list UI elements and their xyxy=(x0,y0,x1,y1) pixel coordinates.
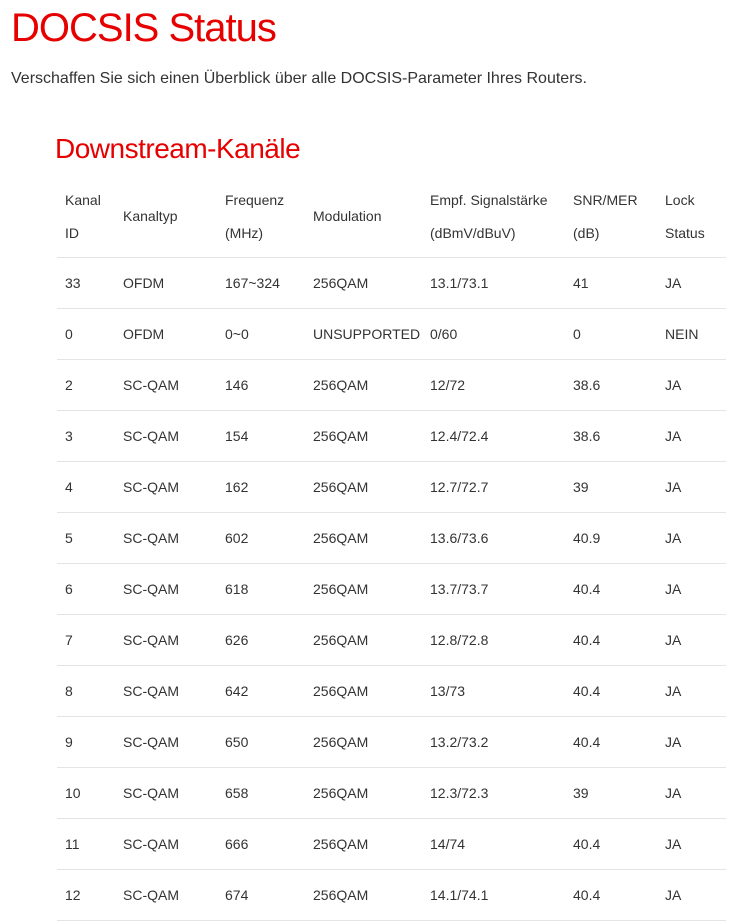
cell-kanaltyp: SC-QAM xyxy=(115,563,217,614)
column-header-line2: Status xyxy=(665,224,705,241)
cell-snr-mer: 40.4 xyxy=(565,665,657,716)
cell-frequenz: 0~0 xyxy=(217,308,305,359)
cell-signalstaerke: 14.1/74.1 xyxy=(422,869,565,920)
table-row xyxy=(57,512,726,563)
column-header-line1: Kanal xyxy=(65,191,101,208)
cell-kanal-id: 11 xyxy=(57,818,115,869)
cell-signalstaerke: 13.6/73.6 xyxy=(422,512,565,563)
cell-modulation: 256QAM xyxy=(305,614,422,665)
column-header-line1: Lock xyxy=(665,191,695,208)
column-header-line1: Frequenz xyxy=(225,191,285,208)
cell-kanal-id: 12 xyxy=(57,869,115,920)
cell-signalstaerke: 13.1/73.1 xyxy=(422,257,565,308)
cell-kanal-id: 3 xyxy=(57,410,115,461)
cell-signalstaerke: 12.3/72.3 xyxy=(422,767,565,818)
cell-kanaltyp: SC-QAM xyxy=(115,665,217,716)
cell-signalstaerke: 13.2/73.2 xyxy=(422,716,565,767)
cell-kanal-id: 10 xyxy=(57,767,115,818)
cell-signalstaerke: 12.7/72.7 xyxy=(422,461,565,512)
table-row xyxy=(57,410,726,461)
downstream-channels-table xyxy=(57,177,726,921)
column-header-modulation xyxy=(305,177,422,258)
cell-kanal-id: 6 xyxy=(57,563,115,614)
cell-kanal-id: 0 xyxy=(57,308,115,359)
cell-kanaltyp: SC-QAM xyxy=(115,410,217,461)
cell-kanaltyp: SC-QAM xyxy=(115,818,217,869)
cell-modulation: 256QAM xyxy=(305,461,422,512)
cell-signalstaerke: 0/60 xyxy=(422,308,565,359)
cell-signalstaerke: 14/74 xyxy=(422,818,565,869)
column-header-line2: (MHz) xyxy=(225,224,264,241)
cell-modulation: 256QAM xyxy=(305,410,422,461)
cell-kanal-id: 5 xyxy=(57,512,115,563)
table-row xyxy=(57,665,726,716)
cell-lock-status: JA xyxy=(657,818,726,869)
cell-modulation: 256QAM xyxy=(305,767,422,818)
cell-lock-status: JA xyxy=(657,512,726,563)
column-header-frequenz xyxy=(217,177,305,258)
cell-kanaltyp: OFDM xyxy=(115,308,217,359)
cell-modulation: 256QAM xyxy=(305,359,422,410)
cell-frequenz: 162 xyxy=(217,461,305,512)
cell-kanaltyp: SC-QAM xyxy=(115,716,217,767)
cell-snr-mer: 39 xyxy=(565,767,657,818)
cell-snr-mer: 40.9 xyxy=(565,512,657,563)
cell-frequenz: 154 xyxy=(217,410,305,461)
cell-snr-mer: 38.6 xyxy=(565,410,657,461)
table-row xyxy=(57,257,726,308)
column-header-line2: (dBmV/dBuV) xyxy=(430,224,516,241)
cell-kanal-id: 9 xyxy=(57,716,115,767)
cell-kanal-id: 2 xyxy=(57,359,115,410)
cell-snr-mer: 40.4 xyxy=(565,818,657,869)
cell-kanal-id: 8 xyxy=(57,665,115,716)
cell-modulation: 256QAM xyxy=(305,869,422,920)
cell-snr-mer: 38.6 xyxy=(565,359,657,410)
cell-lock-status: JA xyxy=(657,461,726,512)
cell-modulation: 256QAM xyxy=(305,818,422,869)
cell-frequenz: 642 xyxy=(217,665,305,716)
cell-frequenz: 650 xyxy=(217,716,305,767)
table-header xyxy=(57,177,726,258)
column-header-line1: Modulation xyxy=(313,208,382,225)
cell-lock-status: JA xyxy=(657,614,726,665)
column-header-line2: (dB) xyxy=(573,224,600,241)
column-header-kanal-id xyxy=(57,177,115,258)
cell-snr-mer: 41 xyxy=(565,257,657,308)
cell-lock-status: JA xyxy=(657,716,726,767)
cell-lock-status: JA xyxy=(657,359,726,410)
cell-frequenz: 602 xyxy=(217,512,305,563)
cell-modulation: UNSUPPORTED xyxy=(305,308,422,359)
cell-kanaltyp: SC-QAM xyxy=(115,461,217,512)
table-row xyxy=(57,716,726,767)
cell-modulation: 256QAM xyxy=(305,257,422,308)
cell-snr-mer: 40.4 xyxy=(565,563,657,614)
cell-kanal-id: 7 xyxy=(57,614,115,665)
cell-modulation: 256QAM xyxy=(305,665,422,716)
cell-kanal-id: 4 xyxy=(57,461,115,512)
table-row xyxy=(57,359,726,410)
column-header-line2: ID xyxy=(65,224,79,241)
table-row xyxy=(57,818,726,869)
cell-modulation: 256QAM xyxy=(305,563,422,614)
cell-kanaltyp: SC-QAM xyxy=(115,767,217,818)
cell-frequenz: 618 xyxy=(217,563,305,614)
page-subtitle: Verschaffen Sie sich einen Überblick über alle DOCSIS-Parameter Ihres Routers. xyxy=(11,70,587,87)
cell-snr-mer: 40.4 xyxy=(565,614,657,665)
page-title: DOCSIS Status xyxy=(11,6,276,50)
table-row xyxy=(57,563,726,614)
cell-frequenz: 674 xyxy=(217,869,305,920)
cell-signalstaerke: 12.8/72.8 xyxy=(422,614,565,665)
section-heading-downstream: Downstream-Kanäle xyxy=(55,132,301,164)
table-header-row xyxy=(57,177,726,258)
cell-frequenz: 666 xyxy=(217,818,305,869)
table-row xyxy=(57,767,726,818)
cell-kanaltyp: SC-QAM xyxy=(115,869,217,920)
cell-snr-mer: 40.4 xyxy=(565,716,657,767)
cell-signalstaerke: 13/73 xyxy=(422,665,565,716)
column-header-line1: Kanaltyp xyxy=(123,208,178,225)
cell-snr-mer: 0 xyxy=(565,308,657,359)
cell-kanaltyp: SC-QAM xyxy=(115,614,217,665)
cell-signalstaerke: 12/72 xyxy=(422,359,565,410)
cell-lock-status: NEIN xyxy=(657,308,726,359)
cell-lock-status: JA xyxy=(657,665,726,716)
cell-modulation: 256QAM xyxy=(305,716,422,767)
cell-lock-status: JA xyxy=(657,257,726,308)
table-body xyxy=(57,257,726,920)
table-row xyxy=(57,461,726,512)
cell-lock-status: JA xyxy=(657,563,726,614)
table-row xyxy=(57,614,726,665)
cell-snr-mer: 39 xyxy=(565,461,657,512)
column-header-kanaltyp xyxy=(115,177,217,258)
table-row xyxy=(57,308,726,359)
cell-kanaltyp: OFDM xyxy=(115,257,217,308)
table-row xyxy=(57,869,726,920)
column-header-line1: Empf. Signalstärke xyxy=(430,191,548,208)
column-header-snr-mer xyxy=(565,177,657,258)
cell-frequenz: 146 xyxy=(217,359,305,410)
column-header-line1: SNR/MER xyxy=(573,191,638,208)
cell-snr-mer: 40.4 xyxy=(565,869,657,920)
column-header-lock-status xyxy=(657,177,726,258)
cell-kanal-id: 33 xyxy=(57,257,115,308)
cell-lock-status: JA xyxy=(657,410,726,461)
cell-lock-status: JA xyxy=(657,767,726,818)
cell-signalstaerke: 12.4/72.4 xyxy=(422,410,565,461)
cell-lock-status: JA xyxy=(657,869,726,920)
cell-frequenz: 658 xyxy=(217,767,305,818)
cell-kanaltyp: SC-QAM xyxy=(115,512,217,563)
cell-kanaltyp: SC-QAM xyxy=(115,359,217,410)
cell-frequenz: 626 xyxy=(217,614,305,665)
column-header-signalstaerke xyxy=(422,177,565,258)
cell-signalstaerke: 13.7/73.7 xyxy=(422,563,565,614)
cell-modulation: 256QAM xyxy=(305,512,422,563)
cell-frequenz: 167~324 xyxy=(217,257,305,308)
